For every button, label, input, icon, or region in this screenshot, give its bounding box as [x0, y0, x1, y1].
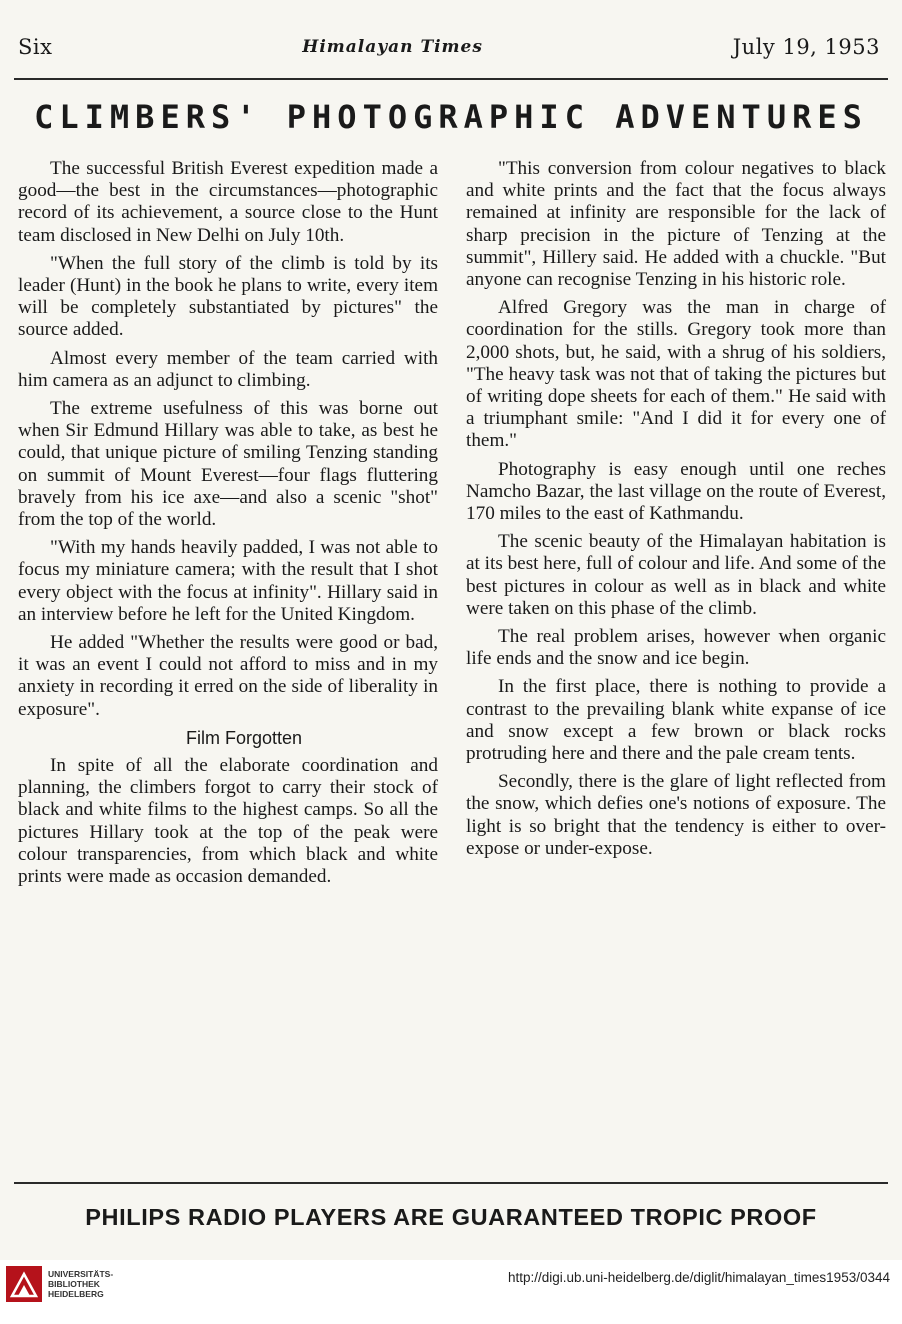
- paragraph: Alfred Gregory was the man in charge of coordination for the stills. Gregory took more than 2,000 shots, but, he said, with a shrug of his soldiers, "The heavy task was not that of taking the pictures but of writing dope sheets for each of them." He said with a triumphant smile: "And I did it for every one of them.": [466, 297, 886, 452]
- paragraph: Photography is easy enough until one reches Namcho Bazar, the last village on the route of Everest, 170 miles to the east of Kathmandu.: [466, 458, 886, 525]
- paragraph: The real problem arises, however when organic life ends and the snow and ice begin.: [466, 626, 886, 670]
- page-number: Six: [18, 35, 53, 59]
- paragraph: Secondly, there is the glare of light reflected from the snow, which defies one's notions of exposure. The light is so bright that the tendency is either to over-expose or under-expose.: [466, 771, 886, 859]
- paragraph: The extreme usefulness of this was borne out when Sir Edmund Hillary was able to take, as best he could, that unique picture of smiling Tenzing standing on summit of Mount Everest—four flags fluttering bravely from his ice axe—and also a scenic "shot" from the top of the world.: [18, 398, 438, 531]
- header-rule: [14, 78, 888, 80]
- paragraph: "With my hands heavily padded, I was not able to focus my miniature camera; with the result that I shot every object with the focus at infinity". Hillary said in an interview before he left for the United Kingdom.: [18, 537, 438, 625]
- library-name-line: UNIVERSITÄTS-: [48, 1269, 114, 1279]
- paragraph: The successful British Everest expedition made a good—the best in the circumstances—photographic record of its achievement, a source close to the Hunt team disclosed in New Delhi on July 10th.: [18, 158, 438, 246]
- paragraph: "This conversion from colour negatives to black and white prints and the fact that the focus always remained at infinity are responsible for the lack of sharp precision in the picture of Tenzing at the summit", Hillery said. He added with a chuckle. "But anyone can recognise Tenzing in his historic role.: [466, 158, 886, 291]
- library-name-line: HEIDELBERG: [48, 1289, 104, 1299]
- article-headline: CLIMBERS' PHOTOGRAPHIC ADVENTURES: [34, 98, 868, 136]
- library-name-line: BIBLIOTHEK: [48, 1279, 100, 1289]
- paragraph: In the first place, there is nothing to provide a contrast to the prevailing blank white expanse of ice and snow except a few brown or black rocks protruding here and there and the pale cream tents.: [466, 676, 886, 765]
- paragraph: "When the full story of the climb is told by its leader (Hunt) in the book he plans to write, every item will be completely substantiated by pictures" the source added.: [18, 252, 438, 341]
- paragraph: In spite of all the elaborate coordination and planning, the climbers forgot to carry their stock of black and white films to the highest camps. So all the pictures Hillary took at the top of the peak were colour transparencies, from which black and white prints were made as occasion demanded.: [18, 755, 438, 888]
- advert-rule: [14, 1182, 888, 1184]
- paragraph: He added "Whether the results were good or bad, it was an event I could not afford to miss and in my anxiety in recording it erred on the side of liberality in exposure".: [18, 632, 438, 720]
- masthead: Himalayan Times: [302, 37, 483, 57]
- paragraph: Almost every member of the team carried with him camera as an adjunct to climbing.: [18, 347, 438, 391]
- library-name: [48, 1269, 113, 1299]
- library-emblem-icon: [6, 1266, 42, 1302]
- advertisement-banner: PHILIPS RADIO PLAYERS ARE GUARANTEED TROPIC PROOF: [85, 1204, 817, 1230]
- paragraph: The scenic beauty of the Himalayan habitation is at its best here, full of colour and life. And some of the best pictures in colour as well as in black and white were taken on this phase of the climb.: [466, 531, 886, 619]
- issue-date: July 19, 1953: [732, 35, 880, 59]
- subheading: Film Forgotten: [185, 727, 303, 748]
- permalink-url[interactable]: http://digi.ub.uni-heidelberg.de/diglit/himalayan_times1953/0344: [507, 1270, 890, 1285]
- page-header: [18, 30, 880, 64]
- library-logo[interactable]: [6, 1266, 113, 1302]
- article-left-column: [18, 158, 438, 894]
- article-right-column: [466, 158, 886, 866]
